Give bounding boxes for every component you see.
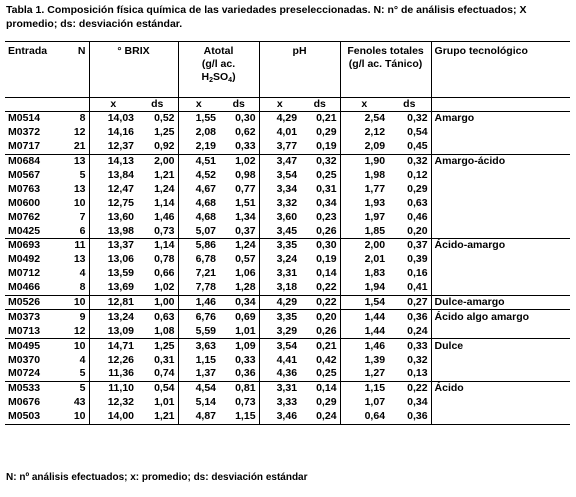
cell-atotal-x: 6,76	[178, 310, 219, 324]
cell-grupo	[431, 410, 570, 424]
cell-ph-x: 3,54	[259, 169, 300, 183]
cell-atotal-ds: 0,57	[235, 253, 256, 266]
cell-atotal-x: 7,78	[178, 281, 219, 295]
cell-brix-ds: 1,14	[137, 239, 178, 253]
cell-fenoles-ds: 0,63	[407, 196, 428, 209]
cell-entrada: M0370	[8, 353, 41, 366]
cell-ph-x: 3,31	[259, 267, 300, 281]
cell-brix-ds: 0,31	[154, 353, 175, 366]
header-atotal-line1: Atotal	[203, 45, 234, 57]
cell-fenoles-ds: 0,22	[388, 381, 431, 395]
cell-n: 4	[79, 267, 86, 280]
cell-fenoles-ds: 0,12	[407, 169, 428, 181]
cell-fenoles-ds: 0,24	[407, 324, 428, 337]
subheader-atotal-ds: ds	[219, 98, 259, 112]
cell-ph-ds: 0,29	[316, 126, 337, 139]
cell-atotal-x: 5,14	[178, 396, 219, 410]
table-row	[5, 112, 570, 126]
table-row	[5, 396, 570, 410]
table-row	[5, 154, 570, 168]
cell-atotal-x: 1,46	[178, 295, 219, 310]
cell-ph-x: 4,29	[259, 295, 300, 310]
cell-brix-ds: 0,73	[154, 224, 175, 237]
cell-entrada: M0425	[8, 224, 41, 237]
cell-grupo: Amargo-ácido	[431, 154, 570, 168]
cell-atotal-ds: 0,69	[219, 310, 259, 324]
cell-brix-x: 13,60	[89, 210, 137, 224]
cell-entrada: M0372	[8, 126, 41, 139]
subheader-fenoles-ds: ds	[388, 98, 431, 112]
cell-grupo: Dulce	[431, 339, 570, 353]
cell-atotal-ds: 1,15	[219, 410, 259, 424]
table-row	[5, 126, 570, 140]
cell-grupo: Dulce-amargo	[431, 295, 570, 310]
cell-ph-ds: 0,30	[300, 239, 340, 253]
cell-atotal-x: 3,63	[178, 339, 219, 353]
header-grupo: Grupo tecnológico	[431, 42, 570, 98]
cell-fenoles-ds: 0,39	[407, 253, 428, 266]
cell-grupo	[431, 281, 570, 295]
cell-grupo	[431, 367, 570, 381]
cell-atotal-ds: 1,24	[219, 239, 259, 253]
cell-fenoles-x: 2,09	[340, 140, 388, 154]
table-row	[5, 310, 570, 324]
cell-brix-ds: 1,00	[137, 295, 178, 310]
cell-fenoles-x: 1,97	[340, 210, 388, 224]
cell-brix-x: 14,00	[89, 410, 137, 424]
cell-atotal-x: 1,55	[178, 112, 219, 126]
cell-ph-x: 3,54	[259, 339, 300, 353]
cell-atotal-ds: 0,62	[235, 126, 256, 139]
subheader-brix-ds: ds	[137, 98, 178, 112]
cell-fenoles-ds: 0,36	[388, 410, 431, 424]
cell-brix-x: 13,84	[89, 169, 137, 183]
cell-ph-x: 3,77	[259, 140, 300, 154]
cell-fenoles-x: 1,27	[340, 367, 388, 381]
cell-entrada: M0717	[8, 140, 41, 153]
cell-fenoles-x: 1,93	[340, 196, 388, 210]
cell-n: 5	[79, 169, 86, 181]
cell-fenoles-x: 0,64	[340, 410, 388, 424]
cell-ph-ds: 0,34	[316, 196, 337, 209]
cell-brix-x: 13,69	[89, 281, 137, 295]
cell-n: 12	[73, 324, 86, 337]
table-row	[5, 253, 570, 267]
cell-atotal-ds: 0,36	[235, 367, 256, 380]
cell-atotal-ds: 1,51	[235, 196, 256, 209]
cell-entrada: M0466	[8, 281, 41, 294]
cell-fenoles-x: 1,85	[340, 224, 388, 238]
header-n: N	[57, 42, 89, 98]
cell-ph-x: 4,01	[259, 126, 300, 140]
cell-brix-x: 13,09	[89, 324, 137, 338]
subheader-ph-x: x	[259, 98, 300, 112]
cell-brix-ds: 1,46	[154, 210, 175, 223]
cell-brix-ds: 0,63	[137, 310, 178, 324]
header-brix: ° BRIX	[89, 42, 178, 98]
cell-entrada: M0713	[8, 324, 41, 337]
cell-ph-ds: 0,20	[300, 310, 340, 324]
cell-grupo	[431, 169, 570, 183]
cell-ph-ds: 0,23	[316, 210, 337, 223]
table-row	[5, 367, 570, 381]
cell-ph-x: 3,35	[259, 239, 300, 253]
subheader-atotal-x: x	[178, 98, 219, 112]
header-entrada: Entrada	[5, 42, 57, 98]
cell-brix-x: 12,81	[89, 295, 137, 310]
cell-grupo	[431, 182, 570, 196]
cell-brix-x: 14,71	[89, 339, 137, 353]
cell-brix-x: 14,13	[89, 154, 137, 168]
cell-fenoles-ds: 0,46	[407, 210, 428, 223]
cell-ph-x: 3,34	[259, 182, 300, 196]
table-row	[5, 339, 570, 353]
header-ph: pH	[259, 42, 340, 98]
cell-n: 13	[73, 182, 86, 195]
header-fenoles-line1: Fenoles totales	[347, 45, 424, 57]
cell-atotal-x: 4,52	[178, 169, 219, 183]
cell-ph-x: 3,60	[259, 210, 300, 224]
cell-atotal-ds: 1,34	[235, 210, 256, 223]
cell-ph-x: 3,31	[259, 381, 300, 395]
cell-atotal-x: 5,86	[178, 239, 219, 253]
cell-fenoles-x: 1,94	[340, 281, 388, 295]
cell-fenoles-ds: 0,45	[407, 140, 428, 153]
table-row	[5, 353, 570, 367]
cell-atotal-ds: 1,02	[219, 154, 259, 168]
cell-brix-ds: 1,08	[154, 324, 175, 337]
cell-n: 5	[79, 367, 86, 380]
cell-grupo	[431, 324, 570, 338]
cell-grupo	[431, 196, 570, 210]
cell-grupo	[431, 126, 570, 140]
table-row	[5, 410, 570, 424]
cell-entrada: M0693	[5, 239, 57, 253]
cell-grupo	[431, 353, 570, 367]
table-row	[5, 169, 570, 183]
cell-entrada: M0724	[8, 367, 41, 380]
cell-atotal-x: 7,21	[178, 267, 219, 281]
cell-atotal-ds: 1,06	[235, 267, 256, 280]
cell-grupo: Ácido	[431, 381, 570, 395]
cell-brix-x: 14,16	[89, 126, 137, 140]
cell-ph-ds: 0,26	[316, 324, 337, 337]
table-row	[5, 140, 570, 154]
cell-fenoles-ds: 0,54	[407, 126, 428, 139]
cell-fenoles-ds: 0,32	[388, 112, 431, 126]
cell-entrada: M0503	[5, 410, 57, 424]
cell-fenoles-ds: 0,36	[388, 310, 431, 324]
cell-atotal-x: 6,78	[178, 253, 219, 267]
cell-atotal-x: 2,08	[178, 126, 219, 140]
cell-brix-ds: 0,52	[137, 112, 178, 126]
cell-entrada: M0763	[8, 182, 41, 195]
cell-n: 10	[73, 196, 86, 209]
cell-brix-ds: 0,54	[137, 381, 178, 395]
subheader-fenoles-x: x	[340, 98, 388, 112]
cell-atotal-ds: 0,33	[235, 353, 256, 366]
cell-n: 7	[79, 210, 86, 223]
cell-brix-ds: 1,25	[154, 126, 175, 139]
cell-fenoles-x: 2,12	[340, 126, 388, 140]
cell-ph-x: 3,32	[259, 196, 300, 210]
cell-brix-ds: 2,00	[137, 154, 178, 168]
cell-entrada: M0533	[5, 381, 57, 395]
cell-ph-x: 3,29	[259, 324, 300, 338]
cell-atotal-x: 5,07	[178, 224, 219, 238]
cell-brix-x: 12,37	[89, 140, 137, 154]
cell-entrada: M0567	[8, 169, 41, 181]
cell-entrada: M0676	[8, 396, 41, 409]
cell-brix-ds: 1,24	[154, 182, 175, 195]
cell-atotal-ds: 0,34	[219, 295, 259, 310]
cell-fenoles-x: 1,46	[340, 339, 388, 353]
cell-n: 8	[79, 281, 86, 294]
table-row	[5, 210, 570, 224]
cell-grupo	[431, 140, 570, 154]
header-fenoles	[340, 42, 431, 98]
cell-ph-x: 3,45	[259, 224, 300, 238]
cell-fenoles-x: 2,01	[340, 253, 388, 267]
cell-fenoles-x: 1,98	[340, 169, 388, 183]
cell-fenoles-x: 1,77	[340, 182, 388, 196]
cell-brix-ds: 0,78	[154, 253, 175, 266]
cell-atotal-ds: 0,98	[235, 169, 256, 181]
cell-grupo: Amargo	[431, 112, 570, 126]
cell-brix-x: 13,24	[89, 310, 137, 324]
cell-fenoles-x: 1,15	[340, 381, 388, 395]
cell-n: 12	[73, 126, 86, 139]
cell-brix-x: 12,75	[89, 196, 137, 210]
cell-atotal-ds: 0,81	[219, 381, 259, 395]
cell-entrada: M0373	[5, 310, 57, 324]
table-row	[5, 381, 570, 395]
cell-atotal-x: 1,37	[178, 367, 219, 381]
cell-n: 13	[57, 154, 89, 168]
table-row	[5, 224, 570, 238]
composition-table	[5, 41, 570, 425]
cell-ph-ds: 0,42	[316, 353, 337, 366]
cell-atotal-x: 4,87	[178, 410, 219, 424]
cell-ph-x: 3,33	[259, 396, 300, 410]
cell-atotal-x: 1,15	[178, 353, 219, 367]
cell-atotal-ds: 0,77	[235, 182, 256, 195]
cell-fenoles-ds: 0,33	[388, 339, 431, 353]
subheader-empty	[57, 98, 89, 112]
cell-fenoles-ds: 0,13	[407, 367, 428, 380]
cell-n: 9	[57, 310, 89, 324]
cell-atotal-ds: 0,30	[219, 112, 259, 126]
cell-ph-ds: 0,31	[316, 182, 337, 195]
cell-fenoles-x: 2,00	[340, 239, 388, 253]
cell-fenoles-ds: 0,20	[407, 224, 428, 237]
cell-fenoles-x: 1,54	[340, 295, 388, 310]
table-row	[5, 196, 570, 210]
cell-brix-ds: 1,21	[137, 410, 178, 424]
table-row	[5, 281, 570, 295]
cell-entrada: M0600	[8, 196, 41, 209]
cell-n: 4	[79, 353, 86, 366]
cell-fenoles-ds: 0,29	[407, 182, 428, 195]
cell-fenoles-x: 1,07	[340, 396, 388, 410]
cell-brix-ds: 1,25	[137, 339, 178, 353]
cell-atotal-ds: 1,01	[235, 324, 256, 337]
cell-fenoles-ds: 0,16	[407, 267, 428, 280]
cell-brix-x: 12,32	[89, 396, 137, 410]
cell-atotal-x: 4,68	[178, 196, 219, 210]
cell-brix-ds: 0,66	[154, 267, 175, 280]
table-footnote: N: nº análisis efectuados; x: promedio; ds: desviación estándar	[6, 472, 308, 483]
cell-brix-ds: 0,92	[154, 140, 175, 153]
cell-fenoles-ds: 0,32	[388, 154, 431, 168]
subheader-empty	[5, 98, 57, 112]
cell-brix-ds: 1,21	[154, 169, 175, 181]
cell-brix-x: 11,10	[89, 381, 137, 395]
cell-atotal-x: 4,54	[178, 381, 219, 395]
header-atotal-line3: $H_2SO_4$)	[201, 71, 236, 84]
table-row	[5, 239, 570, 253]
cell-ph-x: 3,46	[259, 410, 300, 424]
cell-ph-ds: 0,25	[316, 169, 337, 181]
subheader-brix-x: x	[89, 98, 137, 112]
cell-fenoles-ds: 0,34	[407, 396, 428, 409]
cell-atotal-ds: 1,09	[219, 339, 259, 353]
cell-fenoles-x: 1,39	[340, 353, 388, 367]
table-caption: Tabla 1. Composición física química de las variedades preseleccionadas. N: n° de análisis efectuados; X promedio; ds: desviación estándar.	[6, 4, 527, 30]
cell-brix-ds: 0,74	[154, 367, 175, 380]
cell-grupo	[431, 267, 570, 281]
cell-fenoles-x: 2,54	[340, 112, 388, 126]
cell-ph-ds: 0,14	[316, 267, 337, 280]
cell-brix-x: 12,47	[89, 182, 137, 196]
cell-brix-x: 13,37	[89, 239, 137, 253]
cell-atotal-x: 4,51	[178, 154, 219, 168]
table-row	[5, 324, 570, 338]
cell-grupo	[431, 253, 570, 267]
cell-ph-x: 3,35	[259, 310, 300, 324]
cell-ph-x: 4,29	[259, 112, 300, 126]
cell-atotal-ds: 0,37	[235, 224, 256, 237]
cell-brix-x: 13,59	[89, 267, 137, 281]
cell-entrada: M0712	[8, 267, 41, 280]
cell-grupo	[431, 396, 570, 410]
cell-fenoles-ds: 0,41	[407, 281, 428, 294]
cell-n: 6	[79, 224, 86, 237]
cell-ph-x: 4,36	[259, 367, 300, 381]
cell-ph-ds: 0,29	[316, 396, 337, 409]
cell-brix-x: 13,98	[89, 224, 137, 238]
cell-fenoles-x: 1,44	[340, 310, 388, 324]
cell-ph-ds: 0,19	[316, 253, 337, 266]
cell-n: 21	[73, 140, 86, 153]
cell-n: 13	[73, 253, 86, 266]
cell-ph-ds: 0,21	[300, 112, 340, 126]
cell-ph-x: 3,47	[259, 154, 300, 168]
subheader-empty	[431, 98, 570, 112]
table-row	[5, 267, 570, 281]
cell-ph-x: 3,24	[259, 253, 300, 267]
cell-ph-ds: 0,22	[316, 281, 337, 294]
cell-fenoles-x: 1,44	[340, 324, 388, 338]
cell-atotal-ds: 0,33	[235, 140, 256, 153]
cell-entrada: M0514	[5, 112, 57, 126]
cell-fenoles-x: 1,83	[340, 267, 388, 281]
cell-fenoles-ds: 0,27	[388, 295, 431, 310]
cell-grupo: Ácido-amargo	[431, 239, 570, 253]
cell-n: 43	[73, 396, 86, 409]
cell-atotal-x: 2,19	[178, 140, 219, 154]
cell-brix-x: 11,36	[89, 367, 137, 381]
cell-grupo	[431, 224, 570, 238]
cell-brix-x: 13,06	[89, 253, 137, 267]
cell-ph-ds: 0,25	[316, 367, 337, 380]
table-row	[5, 295, 570, 310]
table-row	[5, 182, 570, 196]
cell-brix-ds: 1,14	[154, 196, 175, 209]
cell-ph-ds: 0,21	[300, 339, 340, 353]
cell-ph-x: 4,41	[259, 353, 300, 367]
cell-ph-ds: 0,14	[300, 381, 340, 395]
cell-brix-x: 12,26	[89, 353, 137, 367]
cell-ph-ds: 0,24	[300, 410, 340, 424]
header-atotal	[178, 42, 259, 98]
header-fenoles-line2: (g/l ac. Tánico)	[348, 58, 423, 70]
cell-fenoles-ds: 0,32	[407, 353, 428, 366]
cell-entrada: M0492	[8, 253, 41, 266]
cell-grupo	[431, 210, 570, 224]
header-atotal-line2: (g/l ac.	[201, 58, 236, 70]
cell-fenoles-ds: 0,37	[388, 239, 431, 253]
cell-ph-ds: 0,19	[316, 140, 337, 153]
cell-n: 10	[57, 410, 89, 424]
cell-atotal-ds: 1,28	[235, 281, 256, 294]
cell-brix-ds: 1,02	[154, 281, 175, 294]
cell-brix-x: 14,03	[89, 112, 137, 126]
cell-n: 10	[57, 295, 89, 310]
cell-n: 11	[57, 239, 89, 253]
cell-ph-x: 3,18	[259, 281, 300, 295]
cell-atotal-ds: 0,73	[235, 396, 256, 409]
subheader-ph-ds: ds	[300, 98, 340, 112]
cell-n: 8	[57, 112, 89, 126]
cell-entrada: M0495	[5, 339, 57, 353]
cell-atotal-x: 4,68	[178, 210, 219, 224]
table-body	[5, 112, 570, 425]
cell-atotal-x: 4,67	[178, 182, 219, 196]
cell-ph-ds: 0,32	[300, 154, 340, 168]
cell-entrada: M0526	[5, 295, 57, 310]
cell-ph-ds: 0,26	[316, 224, 337, 237]
cell-entrada: M0684	[5, 154, 57, 168]
cell-fenoles-x: 1,90	[340, 154, 388, 168]
cell-n: 10	[57, 339, 89, 353]
cell-atotal-x: 5,59	[178, 324, 219, 338]
cell-brix-ds: 1,01	[154, 396, 175, 409]
cell-n: 5	[57, 381, 89, 395]
cell-ph-ds: 0,22	[300, 295, 340, 310]
cell-grupo: Ácido algo amargo	[431, 310, 570, 324]
cell-entrada: M0762	[8, 210, 41, 223]
